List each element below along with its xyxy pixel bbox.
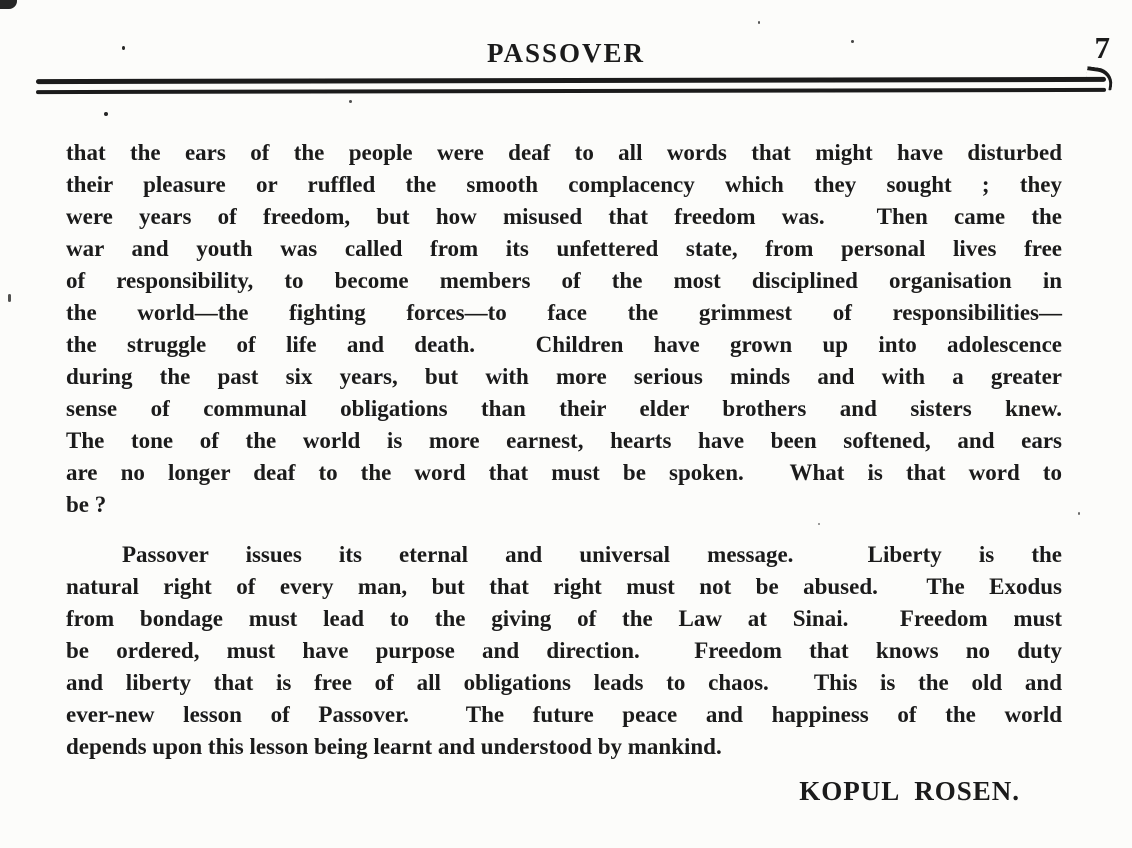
- text-line: during the past six years, but with more serious minds and with a greater: [66, 364, 1062, 389]
- text-line: were years of freedom, but how misused that freedom was. Then came the: [66, 204, 1062, 229]
- text-line: be ?: [66, 492, 107, 517]
- rule-bottom: [36, 88, 1106, 94]
- scan-speck: [122, 46, 125, 50]
- text-line: sense of communal obligations than their elder brothers and sisters knew.: [66, 396, 1062, 421]
- text-line: ever-new lesson of Passover. The future peace and happiness of the world: [66, 702, 1062, 727]
- text-line: and liberty that is free of all obligations leads to chaos. This is the old and: [66, 670, 1062, 695]
- author-signature: KOPUL ROSEN.: [799, 776, 1020, 806]
- text-line: The tone of the world is more earnest, hearts have been softened, and ears: [66, 428, 1062, 453]
- page-number: 7: [1094, 30, 1110, 65]
- scan-speck: [1078, 512, 1080, 515]
- header-double-rule: [36, 77, 1106, 94]
- text-line: natural right of every man, but that right must not be abused. The Exodus: [66, 574, 1062, 599]
- page-title: PASSOVER: [486, 38, 646, 68]
- scan-speck: [0, 0, 17, 9]
- rule-top: [36, 77, 1106, 84]
- text-line: that the ears of the people were deaf to all words that might have disturbed: [66, 140, 1062, 165]
- scan-speck: [8, 294, 11, 302]
- text-line: war and youth was called from its unfettered state, from personal lives free: [66, 236, 1062, 261]
- scan-speck: [818, 523, 820, 525]
- text-line: the struggle of life and death. Children have grown up into adolescence: [66, 332, 1062, 357]
- scan-speck: [349, 100, 352, 103]
- text-line: Passover issues its eternal and universal message. Liberty is the: [122, 542, 1062, 567]
- scan-speck: [851, 40, 854, 43]
- paragraph-2: [66, 539, 1062, 763]
- page-body: [66, 137, 1062, 781]
- rule-tail-flourish: [1085, 66, 1115, 91]
- text-line: their pleasure or ruffled the smooth complacency which they sought ; they: [66, 172, 1062, 197]
- paragraph-1: [66, 137, 1062, 521]
- text-line: are no longer deaf to the word that must be spoken. What is that word to: [66, 460, 1062, 485]
- scan-speck: [104, 112, 108, 116]
- text-line: depends upon this lesson being learnt and understood by mankind.: [66, 734, 722, 759]
- text-line: of responsibility, to become members of the most disciplined organisation in: [66, 268, 1062, 293]
- text-line: the world—the fighting forces—to face the grimmest of responsibilities—: [66, 300, 1062, 325]
- text-line: be ordered, must have purpose and direction. Freedom that knows no duty: [66, 638, 1062, 663]
- text-line: from bondage must lead to the giving of the Law at Sinai. Freedom must: [66, 606, 1062, 631]
- scan-speck: [758, 21, 760, 24]
